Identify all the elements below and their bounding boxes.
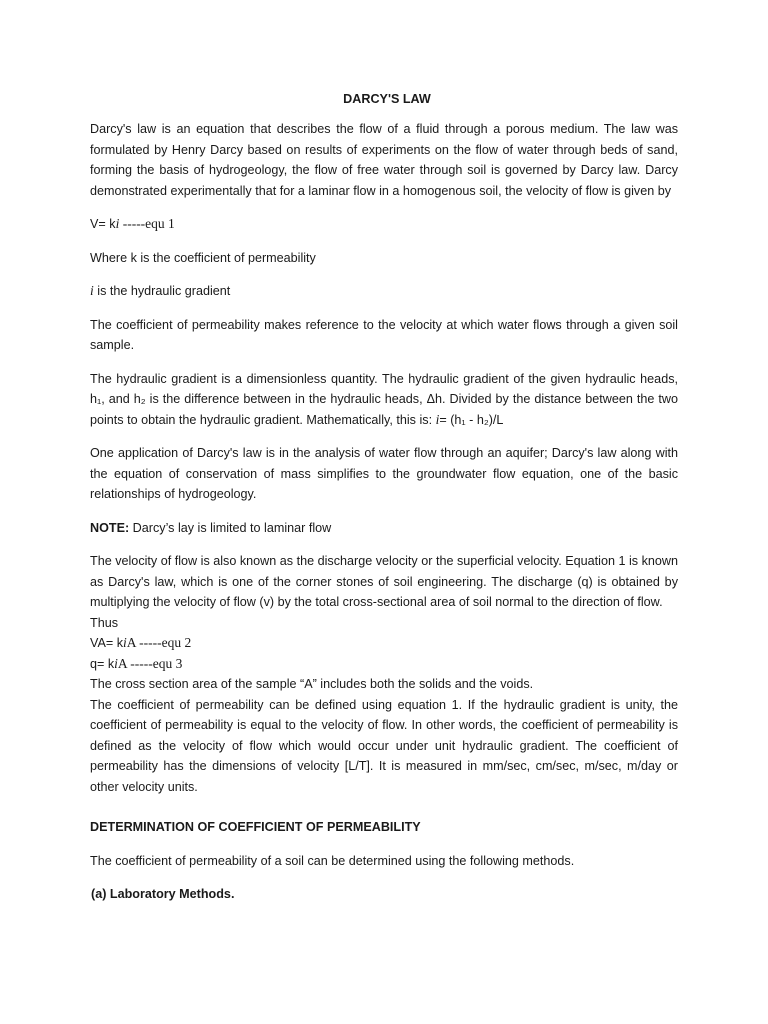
equation-3 xyxy=(90,654,678,675)
note-text: Darcy’s lay is limited to laminar flow xyxy=(129,520,332,535)
where-k-text: Where k is the coefficient of permeability xyxy=(90,250,316,265)
gradient-paragraph xyxy=(90,369,678,431)
method-a-heading: (a) Laboratory Methods. xyxy=(91,887,235,901)
gradient-formula: = (h₁ - h₂)/L xyxy=(439,412,504,427)
thus-text: Thus xyxy=(90,615,118,630)
gradient-text: The hydraulic gradient is a dimensionless quantity. The hydraulic gradient of the given hydraulic heads, h₁, and h₂ is the difference between in the hydraulic heads, Δh. Divided by the distance between the two points to obtain the hydraulic gradient. Mathematically, this is: xyxy=(90,371,678,427)
equation-2-rhs: A -----equ 2 xyxy=(126,635,192,650)
note-label: NOTE: xyxy=(90,520,130,535)
where-i-text xyxy=(90,281,678,302)
equation-2 xyxy=(90,633,678,654)
cross-section-text: The cross section area of the sample “A” includes both the solids and the voids. xyxy=(90,677,534,691)
equation-3-var: i xyxy=(114,655,118,671)
discharge-paragraph: The velocity of flow is also known as the discharge velocity or the superficial velocity. Equation 1 is known as Darcy's law, which is one of the corner stones of soil engineering. The discharge (q) is obtained by multiplying the velocity of flow (v) by the total cross-sectional area of soil normal to the direction of flow. xyxy=(90,554,678,609)
equation-1-lhs: V= k xyxy=(90,217,116,231)
equation-3-rhs: A -----equ 3 xyxy=(117,655,183,671)
intro-paragraph: Darcy's law is an equation that describes the flow of a fluid through a porous medium. The law was formulated by Henry Darcy based on results of experiments on the flow of water through beds of sand, forming the basis of hydrogeology, the flow of free water through soil is governed by Darcy law. Darcy demonstrated experimentally that for a laminar flow in a homogenous soil, the velocity of flow is given by xyxy=(90,122,678,198)
gradient-var: i xyxy=(435,411,440,427)
page-title: DARCY'S LAW xyxy=(343,92,431,106)
permeability-paragraph: The coefficient of permeability makes reference to the velocity at which water flows through a given soil sample. xyxy=(90,317,678,352)
equation-2-lhs: VA= k xyxy=(90,636,124,650)
application-paragraph: One application of Darcy's law is in the analysis of water flow through an aquifer; Darcy's law along with the equation of conservation of mass simplifies to the groundwater flow equation, one of the basic relationships of hydrogeology. xyxy=(90,446,678,501)
equation-1-var: i xyxy=(115,216,120,231)
document-page xyxy=(90,92,678,918)
section-heading-determination: DETERMINATION OF COEFFICIENT OF PERMEABILITY xyxy=(90,820,421,834)
equation-1-rhs: -----equ 1 xyxy=(119,216,175,231)
coefficient-paragraph: The coefficient of permeability can be defined using equation 1. If the hydraulic gradient is unity, the coefficient of permeability is equal to the velocity of flow. In other words, the coefficient of permeability is defined as the velocity of flow which would occur under unit hydraulic gradient. The coefficient of permeability has the dimensions of velocity [L/T]. It is measured in mm/sec, cm/sec, m/sec, m/day or other velocity units. xyxy=(90,697,678,794)
where-i-desc: is the hydraulic gradient xyxy=(93,284,231,298)
equation-3-lhs: q= k xyxy=(90,656,115,671)
methods-intro: The coefficient of permeability of a soil can be determined using the following methods. xyxy=(90,853,575,868)
equation-1 xyxy=(90,214,678,235)
where-i-var: i xyxy=(90,283,94,298)
equation-2-var: i xyxy=(123,635,127,650)
note-paragraph xyxy=(90,518,678,539)
